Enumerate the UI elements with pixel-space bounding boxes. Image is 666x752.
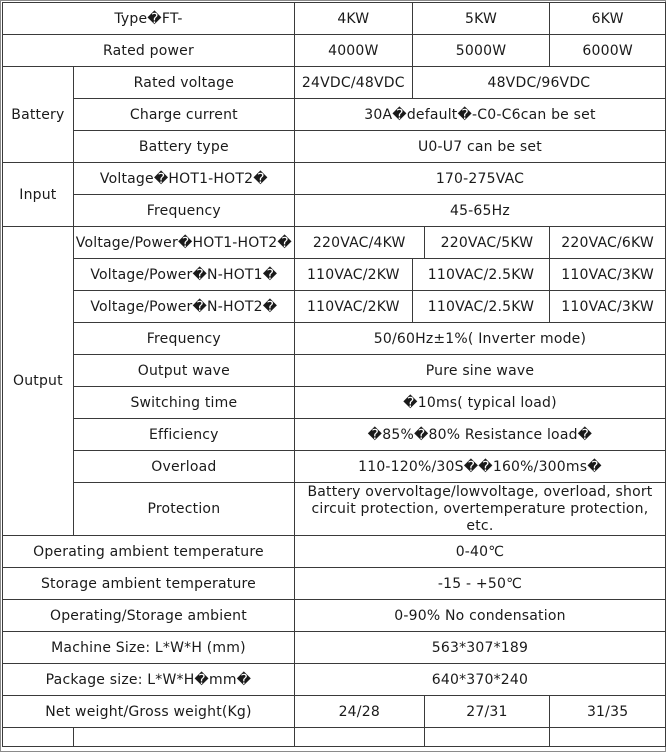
machine-size-label: Machine Size: L*W*H (mm) xyxy=(3,632,295,664)
overload-value: 110-120%/30S��160%/300ms� xyxy=(294,451,665,483)
empty-cell xyxy=(73,728,294,747)
package-size-value: 640*370*240 xyxy=(294,664,665,696)
efficiency-label: Efficiency xyxy=(73,419,294,451)
table-row xyxy=(3,387,666,419)
rated-power-5kw: 5000W xyxy=(412,35,550,67)
output-group-label: Output xyxy=(3,227,74,536)
table-row xyxy=(3,291,666,323)
input-frequency-value: 45-65Hz xyxy=(294,195,665,227)
table-row xyxy=(3,728,666,747)
output-frequency-label: Frequency xyxy=(73,323,294,355)
table-row xyxy=(3,483,666,536)
output-wave-value: Pure sine wave xyxy=(294,355,665,387)
overload-label: Overload xyxy=(73,451,294,483)
table-row xyxy=(3,67,666,99)
table-row xyxy=(3,3,666,35)
table-row xyxy=(3,99,666,131)
table-row xyxy=(3,323,666,355)
vp-hot12-6kw: 220VAC/6KW xyxy=(550,227,666,259)
op-temp-label: Operating ambient temperature xyxy=(3,536,295,568)
switching-time-label: Switching time xyxy=(73,387,294,419)
vp-hot12-4kw: 220VAC/4KW xyxy=(294,227,424,259)
battery-group-label: Battery xyxy=(3,67,74,163)
empty-cell xyxy=(294,728,424,747)
table-row xyxy=(3,696,666,728)
input-voltage-value: 170-275VAC xyxy=(294,163,665,195)
vp-nhot1-4kw: 110VAC/2KW xyxy=(294,259,412,291)
model-6kw: 6KW xyxy=(550,3,666,35)
spec-table xyxy=(2,2,666,747)
efficiency-value: �85%�80% Resistance load� xyxy=(294,419,665,451)
charge-current-label: Charge current xyxy=(73,99,294,131)
rated-power-label: Rated power xyxy=(3,35,295,67)
table-row xyxy=(3,131,666,163)
vp-nhot2-label: Voltage/Power�N-HOT2� xyxy=(73,291,294,323)
table-row xyxy=(3,632,666,664)
table-row xyxy=(3,195,666,227)
model-4kw: 4KW xyxy=(294,3,412,35)
input-frequency-label: Frequency xyxy=(73,195,294,227)
vp-nhot2-4kw: 110VAC/2KW xyxy=(294,291,412,323)
table-row xyxy=(3,419,666,451)
rated-voltage-4kw: 24VDC/48VDC xyxy=(294,67,412,99)
machine-size-value: 563*307*189 xyxy=(294,632,665,664)
table-row xyxy=(3,163,666,195)
rated-power-4kw: 4000W xyxy=(294,35,412,67)
output-frequency-value: 50/60Hz±1%( Inverter mode) xyxy=(294,323,665,355)
table-row xyxy=(3,664,666,696)
charge-current-value: 30A�default�-C0-C6can be set xyxy=(294,99,665,131)
vp-nhot2-5kw: 110VAC/2.5KW xyxy=(412,291,550,323)
table-row xyxy=(3,536,666,568)
vp-nhot2-6kw: 110VAC/3KW xyxy=(550,291,666,323)
table-row xyxy=(3,35,666,67)
table-row xyxy=(3,259,666,291)
battery-type-value: U0-U7 can be set xyxy=(294,131,665,163)
vp-hot12-label: Voltage/Power�HOT1-HOT2� xyxy=(73,227,294,259)
protection-value: Battery overvoltage/lowvoltage, overload, short circuit protection, overtemperature protection, etc. xyxy=(294,483,665,536)
table-row xyxy=(3,600,666,632)
vp-nhot1-label: Voltage/Power�N-HOT1� xyxy=(73,259,294,291)
table-row xyxy=(3,355,666,387)
weight-6kw: 31/35 xyxy=(550,696,666,728)
weight-5kw: 27/31 xyxy=(424,696,550,728)
switching-time-value: �10ms( typical load) xyxy=(294,387,665,419)
st-temp-value: -15 - +50℃ xyxy=(294,568,665,600)
input-group-label: Input xyxy=(3,163,74,227)
op-temp-value: 0-40℃ xyxy=(294,536,665,568)
rated-voltage-label: Rated voltage xyxy=(73,67,294,99)
vp-nhot1-6kw: 110VAC/3KW xyxy=(550,259,666,291)
protection-label: Protection xyxy=(73,483,294,536)
empty-cell xyxy=(3,728,74,747)
empty-cell xyxy=(424,728,550,747)
output-wave-label: Output wave xyxy=(73,355,294,387)
st-temp-label: Storage ambient temperature xyxy=(3,568,295,600)
weight-4kw: 24/28 xyxy=(294,696,424,728)
rated-power-6kw: 6000W xyxy=(550,35,666,67)
empty-cell xyxy=(550,728,666,747)
humidity-label: Operating/Storage ambient xyxy=(3,600,295,632)
vp-nhot1-5kw: 110VAC/2.5KW xyxy=(412,259,550,291)
weight-label: Net weight/Gross weight(Kg) xyxy=(3,696,295,728)
table-row xyxy=(3,451,666,483)
model-5kw: 5KW xyxy=(412,3,550,35)
humidity-value: 0-90% No condensation xyxy=(294,600,665,632)
battery-type-label: Battery type xyxy=(73,131,294,163)
vp-hot12-5kw: 220VAC/5KW xyxy=(424,227,550,259)
package-size-label: Package size: L*W*H�mm� xyxy=(3,664,295,696)
table-row xyxy=(3,568,666,600)
rated-voltage-5-6kw: 48VDC/96VDC xyxy=(412,67,665,99)
table-row xyxy=(3,227,666,259)
input-voltage-label: Voltage�HOT1-HOT2� xyxy=(73,163,294,195)
type-label: Type�FT- xyxy=(3,3,295,35)
